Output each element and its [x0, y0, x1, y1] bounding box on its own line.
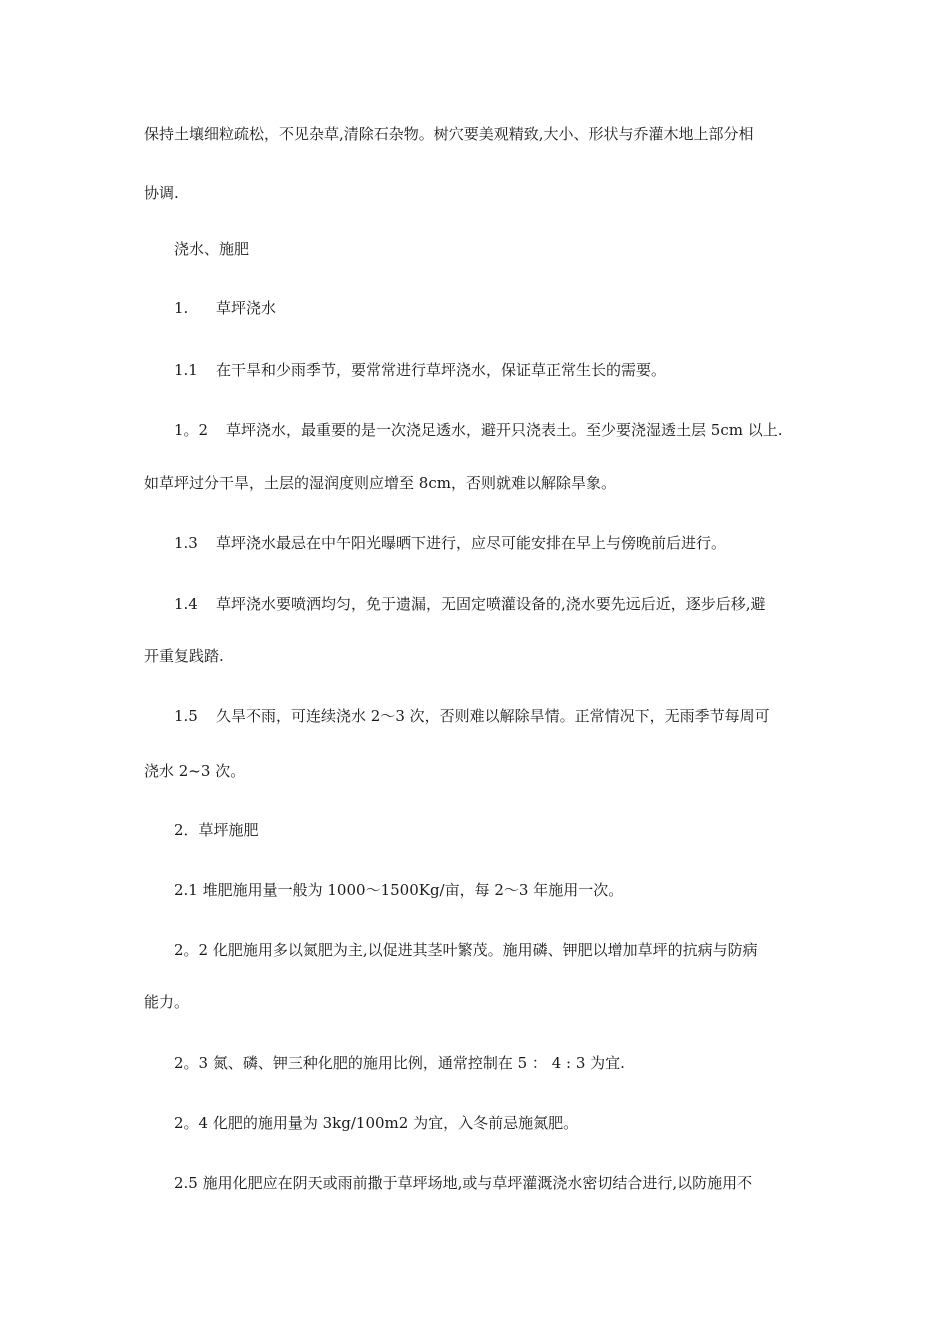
paragraph-line: 如草坪过分干旱，土层的湿润度则应增至 8cm，否则就难以解除旱象。: [144, 474, 616, 492]
subsection-heading: [174, 298, 814, 318]
item-number: 1.4: [174, 595, 198, 613]
list-item: [174, 706, 814, 726]
subsection-heading: 2．草坪施肥: [174, 821, 259, 839]
paragraph-line: 开重复践踏.: [144, 647, 224, 665]
paragraph-line: 协调.: [144, 184, 179, 202]
paragraph-line: 浇水 2~3 次。: [144, 762, 246, 780]
item-text: 草坪浇水要喷洒均匀，免于遗漏，无固定喷灌设备的,浇水要先远后近，逐步后移,避: [216, 595, 766, 613]
item-number: 1。2: [174, 421, 209, 439]
section-title: 草坪浇水: [216, 299, 277, 317]
paragraph-line: 能力。: [144, 993, 190, 1011]
item-number: 1.5: [174, 707, 198, 725]
list-item: [174, 360, 814, 380]
list-item: 2.5 施用化肥应在阴天或雨前撒于草坪场地,或与草坪灌溉浇水密切结合进行,以防施用不: [174, 1174, 753, 1192]
item-text: 在干旱和少雨季节，要常常进行草坪浇水，保证草正常生长的需要。: [216, 361, 667, 379]
section-number: 1.: [174, 299, 189, 317]
list-item: 2。2 化肥施用多以氮肥为主,以促进其茎叶繁茂。施用磷、钾肥以增加草坪的抗病与防病: [174, 941, 758, 959]
list-item: 2.1 堆肥施用量一般为 1000～1500Kg/亩，每 2～3 年施用一次。: [174, 881, 624, 899]
list-item: [174, 594, 814, 614]
paragraph-line: 保持土壤细粒疏松，不见杂草,清除石杂物。树穴要美观精致,大小、形状与乔灌木地上部分相: [144, 125, 754, 143]
item-text: 久旱不雨，可连续浇水 2～3 次，否则难以解除旱情。正常情况下，无雨季节每周可: [216, 707, 770, 725]
section-heading: 浇水、施肥: [174, 240, 250, 258]
list-item: 2。4 化肥的施用量为 3kg/100m2 为宜，入冬前忌施氮肥。: [174, 1114, 579, 1132]
list-item: [174, 420, 814, 440]
item-number: 1.3: [174, 534, 198, 552]
item-number: 1.1: [174, 361, 198, 379]
list-item: [174, 533, 814, 553]
item-text: 草坪浇水最忌在中午阳光曝晒下进行，应尽可能安排在早上与傍晚前后进行。: [216, 534, 727, 552]
list-item: 2。3 氮、磷、钾三种化肥的施用比例，通常控制在 5 ： 4 : 3 为宜.: [174, 1054, 625, 1072]
item-text: 草坪浇水，最重要的是一次浇足透水，避开只浇表土。至少要浇湿透土层 5cm 以上.: [226, 421, 783, 439]
